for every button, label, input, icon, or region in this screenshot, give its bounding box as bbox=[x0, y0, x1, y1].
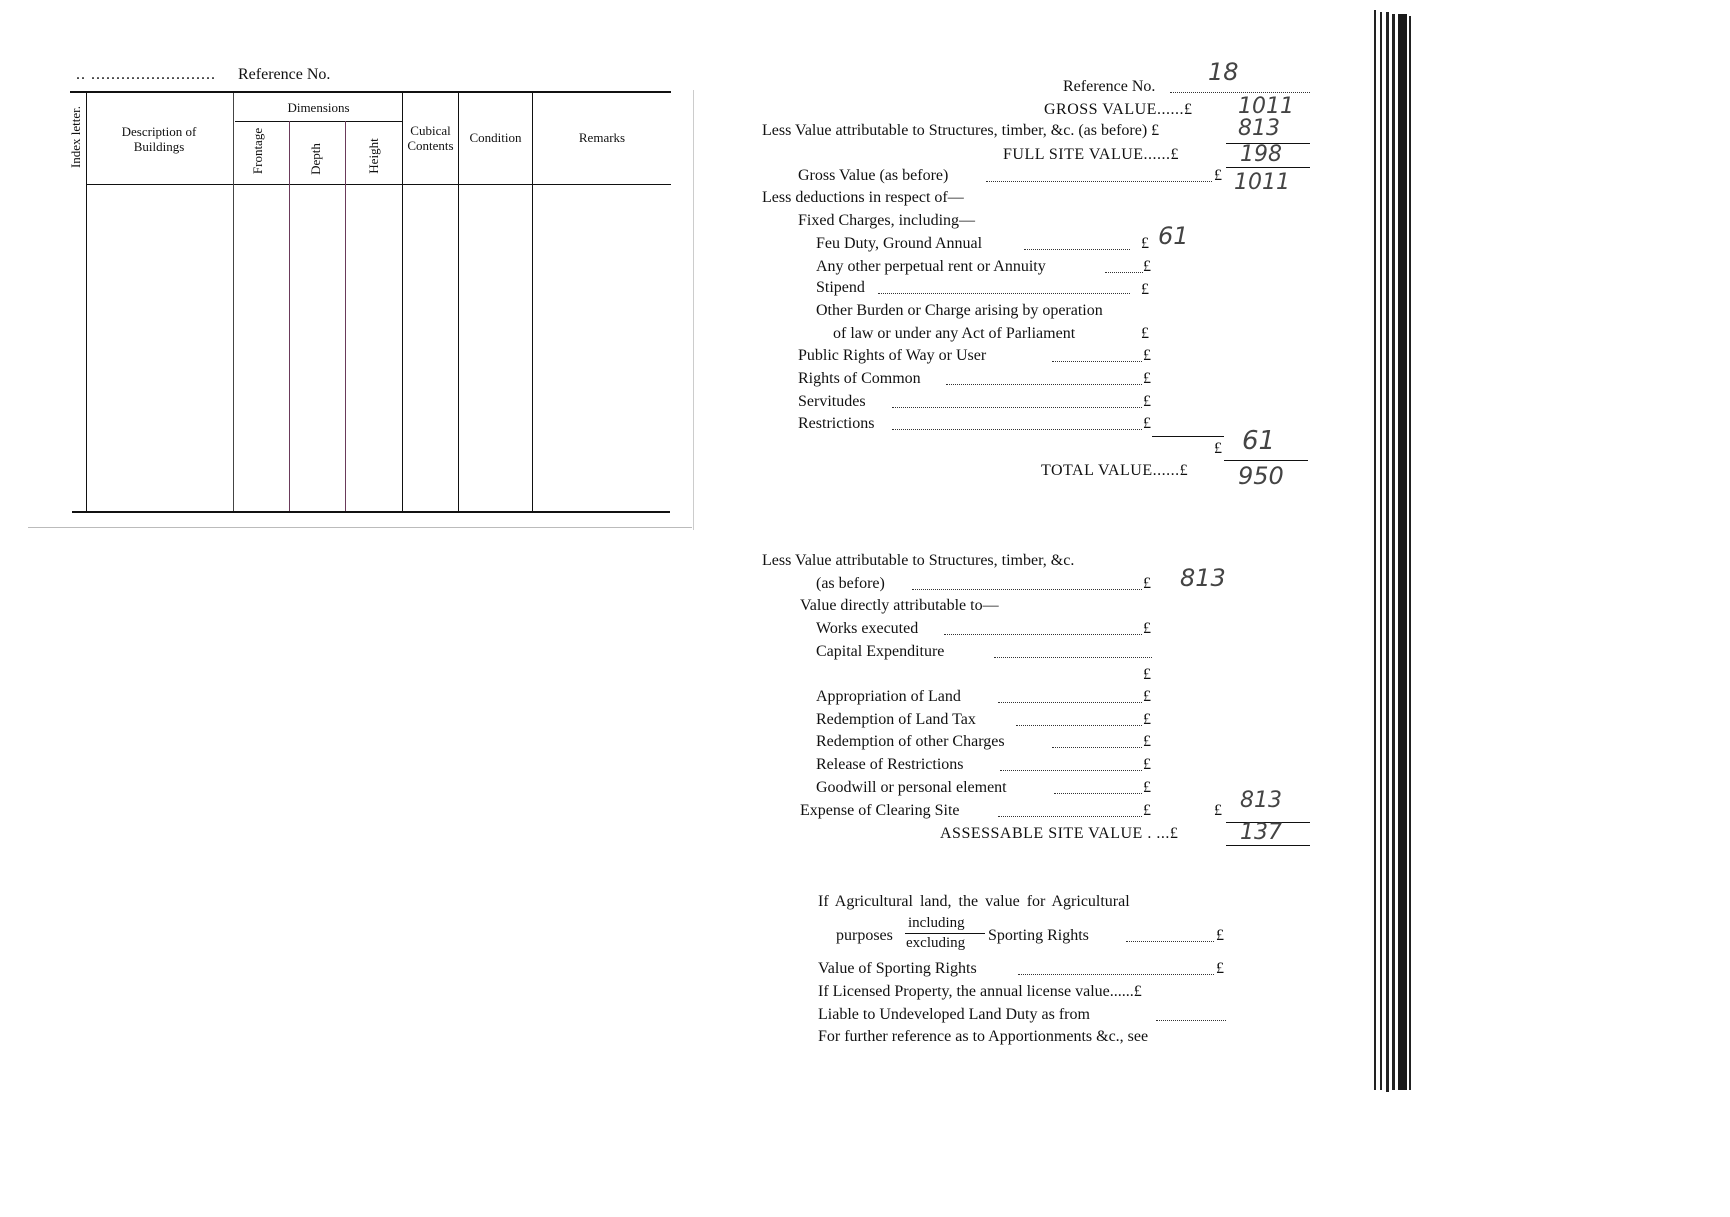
less-structures-label: Less Value attributable to Structures, timber, &c. (as before) £ bbox=[762, 122, 1160, 139]
dot-leader bbox=[1024, 249, 1130, 250]
page-edge-rule bbox=[28, 527, 692, 528]
dot-leader bbox=[892, 429, 1142, 430]
fraction-rule bbox=[905, 933, 985, 934]
gross-as-before-value: 1011 bbox=[1234, 170, 1290, 195]
dot-leader bbox=[1170, 92, 1310, 93]
deductions-rule bbox=[1152, 436, 1224, 437]
undeveloped-label: Liable to Undeveloped Land Duty as from bbox=[818, 1006, 1090, 1023]
pound-sign: £ bbox=[1143, 779, 1151, 796]
col-rule bbox=[402, 93, 403, 511]
pound-sign: £ bbox=[1214, 802, 1222, 819]
servitudes-label: Servitudes bbox=[798, 393, 866, 410]
other-burden-line2: of law or under any Act of Parliament bbox=[833, 325, 1076, 342]
col-rule bbox=[233, 93, 234, 511]
col-depth: Depth bbox=[308, 143, 323, 175]
pound-sign: £ bbox=[1143, 415, 1151, 432]
licensed-label: If Licensed Property, the annual license value......£ bbox=[818, 983, 1142, 1000]
dot-leader bbox=[994, 657, 1152, 658]
works-executed-label: Works executed bbox=[816, 620, 919, 637]
goodwill-label: Goodwill or personal element bbox=[816, 779, 1007, 796]
dot-leader bbox=[1126, 941, 1214, 942]
col-rule bbox=[345, 121, 346, 511]
table-header-rule bbox=[86, 184, 671, 185]
total-value: 950 bbox=[1238, 462, 1284, 490]
col-index-letter: Index letter. bbox=[68, 105, 83, 169]
redemption-other-label: Redemption of other Charges bbox=[816, 733, 1005, 750]
feu-duty-value: 61 bbox=[1158, 222, 1189, 250]
dot-leader bbox=[1054, 793, 1142, 794]
stipend-label: Stipend bbox=[816, 279, 865, 296]
dot-leader bbox=[1052, 361, 1142, 362]
pound-sign: £ bbox=[1143, 258, 1151, 275]
dot-leader bbox=[912, 589, 1142, 590]
dot-leader bbox=[1052, 747, 1142, 748]
appropriation-label: Appropriation of Land bbox=[816, 688, 961, 705]
pound-sign: £ bbox=[1143, 802, 1151, 819]
capital-expenditure-label: Capital Expenditure bbox=[816, 643, 945, 660]
sporting-value-label: Value of Sporting Rights bbox=[818, 960, 977, 977]
less-structures2-value: 813 bbox=[1180, 564, 1226, 592]
col-condition: Condition bbox=[469, 130, 522, 145]
full-site-value: 198 bbox=[1240, 142, 1282, 167]
dot-leader bbox=[998, 702, 1142, 703]
dot-leader bbox=[986, 181, 1212, 182]
dot-leader bbox=[944, 634, 1142, 635]
col-remarks: Remarks bbox=[578, 130, 626, 145]
dot-leader bbox=[1156, 1020, 1226, 1021]
col-rule bbox=[458, 93, 459, 511]
agri-excluding: excluding bbox=[906, 935, 966, 951]
release-restrictions-label: Release of Restrictions bbox=[816, 756, 964, 773]
pound-sign: £ bbox=[1143, 575, 1151, 592]
pound-sign: £ bbox=[1214, 167, 1222, 184]
subtotal-value: 813 bbox=[1240, 788, 1282, 813]
feu-duty-label: Feu Duty, Ground Annual bbox=[816, 235, 983, 252]
less-structures2-line1: Less Value attributable to Structures, timber, &c. bbox=[762, 552, 1075, 569]
rights-common-label: Rights of Common bbox=[798, 370, 921, 387]
agri-including: including bbox=[908, 915, 965, 931]
total-rule bbox=[1226, 845, 1310, 846]
col-rule bbox=[86, 93, 87, 511]
right-reference-value: 18 bbox=[1208, 58, 1239, 86]
col-description: Description of Buildings bbox=[121, 124, 197, 154]
agri-purposes: purposes bbox=[836, 927, 893, 944]
less-deductions-label: Less deductions in respect of— bbox=[762, 189, 964, 206]
agri-line1: If Agricultural land, the value for Agricultural bbox=[818, 893, 1130, 910]
dot-leader bbox=[1000, 770, 1142, 771]
col-cubical: Cubical Contents bbox=[407, 123, 454, 153]
full-site-label: FULL SITE VALUE......£ bbox=[1003, 146, 1180, 163]
dot-leader bbox=[878, 293, 1130, 294]
dot-leader bbox=[1016, 725, 1142, 726]
pound-sign: £ bbox=[1216, 960, 1224, 977]
gross-as-before-label: Gross Value (as before) bbox=[798, 167, 949, 184]
pound-sign: £ bbox=[1141, 325, 1149, 342]
dimensions-rule bbox=[235, 121, 402, 122]
gross-value-label: GROSS VALUE......£ bbox=[1044, 101, 1193, 118]
pound-sign: £ bbox=[1143, 666, 1151, 683]
pound-sign: £ bbox=[1216, 927, 1224, 944]
fold-mark bbox=[693, 90, 694, 530]
total-rule bbox=[1224, 460, 1308, 461]
redemption-land-tax-label: Redemption of Land Tax bbox=[816, 711, 976, 728]
gross-value: 1011 bbox=[1238, 94, 1294, 119]
left-reference-dots: .. ......................... bbox=[76, 66, 216, 83]
col-dimensions: Dimensions bbox=[287, 100, 350, 115]
right-reference-label: Reference No. bbox=[1063, 78, 1156, 95]
expense-clearing-label: Expense of Clearing Site bbox=[800, 802, 960, 819]
pound-sign: £ bbox=[1141, 235, 1149, 252]
less-structures-value: 813 bbox=[1238, 116, 1280, 141]
pound-sign: £ bbox=[1143, 393, 1151, 410]
pound-sign: £ bbox=[1214, 440, 1222, 457]
other-burden-line1: Other Burden or Charge arising by operation bbox=[816, 302, 1103, 319]
pound-sign: £ bbox=[1143, 756, 1151, 773]
pound-sign: £ bbox=[1143, 620, 1151, 637]
left-reference-label: Reference No. bbox=[238, 66, 331, 83]
pound-sign: £ bbox=[1141, 281, 1149, 298]
dot-leader bbox=[892, 407, 1142, 408]
public-rights-label: Public Rights of Way or User bbox=[798, 347, 987, 364]
col-rule bbox=[289, 121, 290, 511]
agri-sporting: Sporting Rights bbox=[988, 927, 1089, 944]
less-structures2-line2: (as before) bbox=[816, 575, 885, 592]
total-rule bbox=[1226, 167, 1310, 168]
dot-leader bbox=[1018, 974, 1214, 975]
pound-sign: £ bbox=[1143, 688, 1151, 705]
pound-sign: £ bbox=[1143, 347, 1151, 364]
restrictions-label: Restrictions bbox=[798, 415, 875, 432]
dot-leader bbox=[1105, 272, 1143, 273]
pound-sign: £ bbox=[1143, 733, 1151, 750]
dot-leader bbox=[998, 816, 1142, 817]
pound-sign: £ bbox=[1143, 370, 1151, 387]
assessable-label: ASSESSABLE SITE VALUE . ...£ bbox=[940, 825, 1179, 842]
pound-sign: £ bbox=[1143, 711, 1151, 728]
col-frontage: Frontage bbox=[250, 127, 265, 175]
table-bottom-rule bbox=[72, 511, 670, 513]
assessable-value: 137 bbox=[1240, 820, 1282, 845]
dot-leader bbox=[946, 384, 1142, 385]
col-height: Height bbox=[366, 138, 381, 174]
col-rule bbox=[532, 93, 533, 511]
value-directly-label: Value directly attributable to— bbox=[800, 597, 999, 614]
deductions-total: 61 bbox=[1242, 426, 1276, 456]
further-ref-label: For further reference as to Apportionments &c., see bbox=[818, 1028, 1149, 1045]
total-value-label: TOTAL VALUE......£ bbox=[1041, 462, 1189, 479]
table-top-rule bbox=[70, 91, 671, 93]
other-rent-label: Any other perpetual rent or Annuity bbox=[816, 258, 1046, 275]
fixed-charges-label: Fixed Charges, including— bbox=[798, 212, 976, 229]
